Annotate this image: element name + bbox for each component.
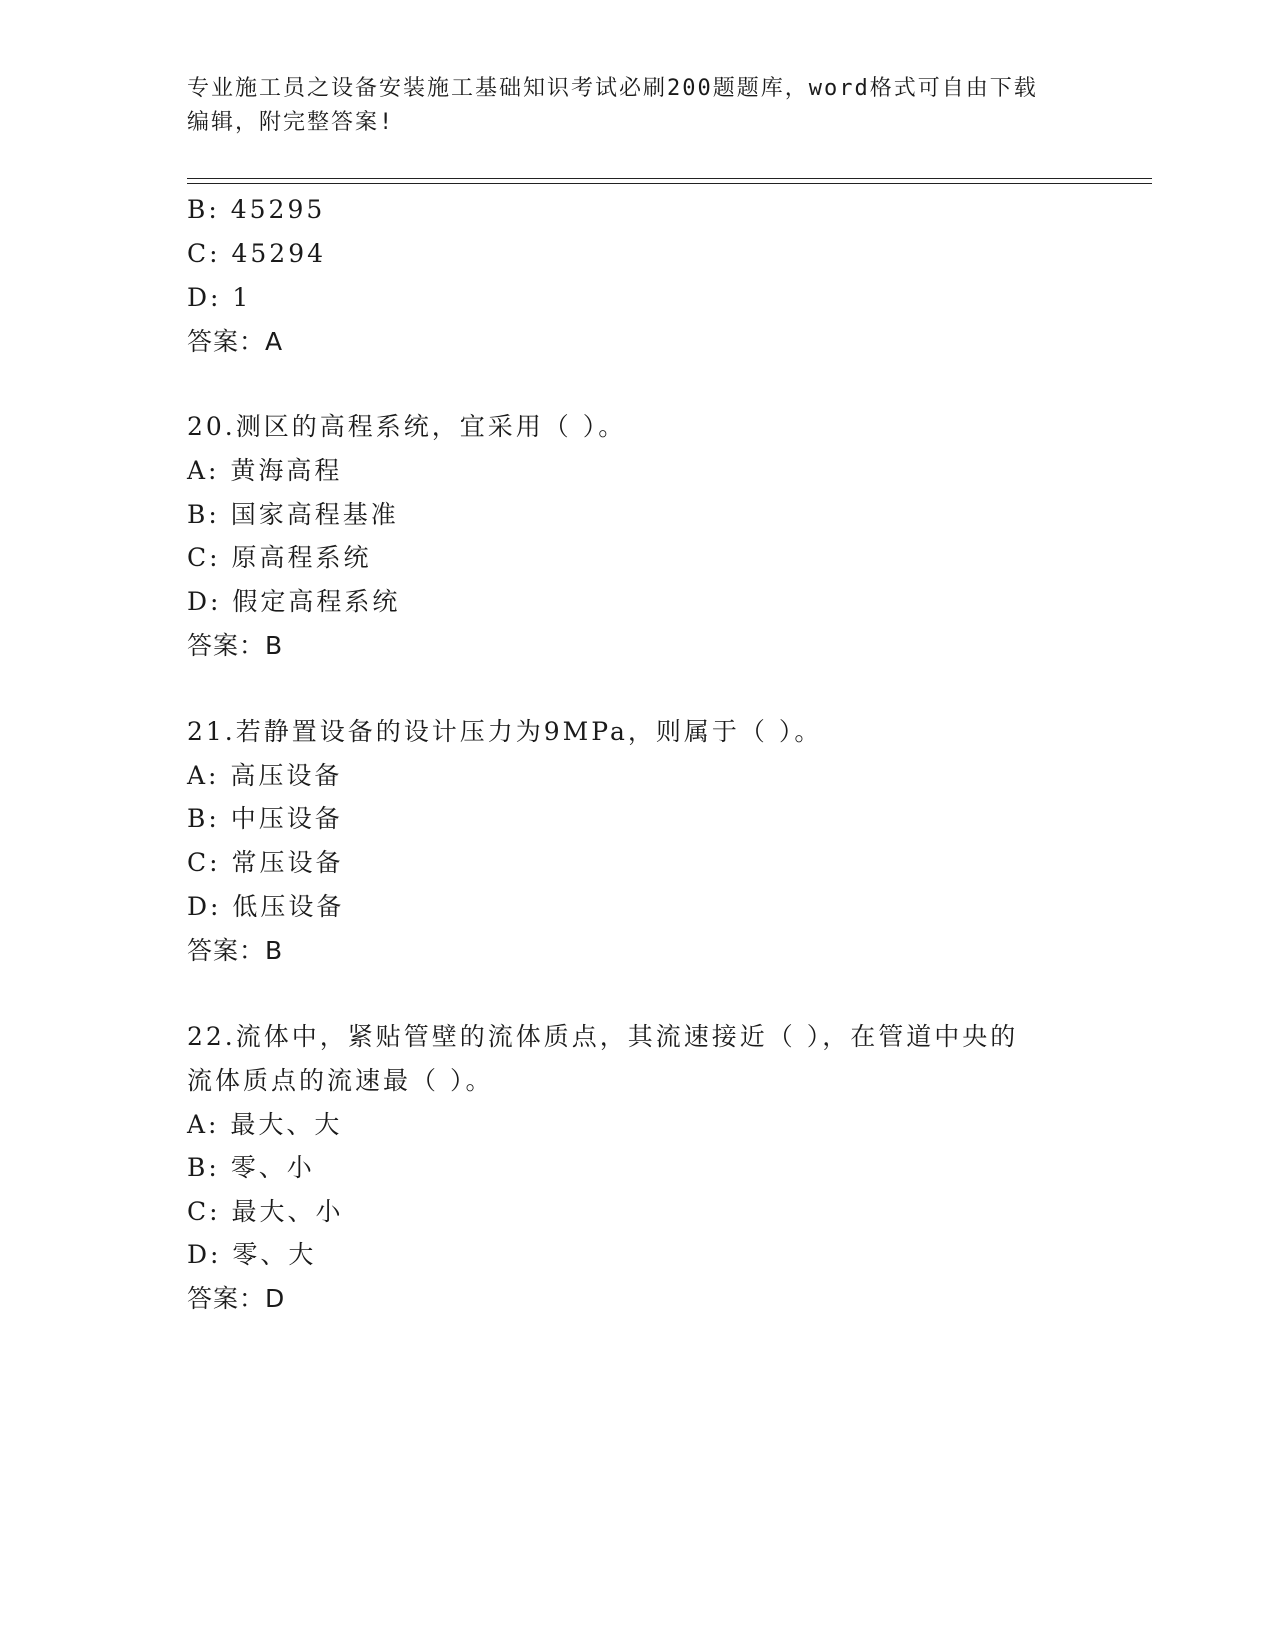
option-b: B: 零、小 [187, 1153, 315, 1182]
answer-line: 答案：D [187, 1284, 286, 1313]
answer-line: 答案：B [187, 631, 284, 660]
question-stem: 20.测区的高程系统，宜采用（ ）。 [187, 412, 627, 441]
option-b: B: 45295 [187, 195, 326, 224]
header-title-line-1: 专业施工员之设备安装施工基础知识考试必刷200题题库，word格式可自由下载 [187, 76, 1038, 101]
header-title-line-2: 编辑，附完整答案! [187, 110, 395, 135]
option-a: A: 最大、大 [187, 1110, 343, 1139]
question-stem: 21.若静置设备的设计压力为9MPa，则属于（ ）。 [187, 717, 823, 746]
header-divider-top [187, 178, 1152, 179]
option-b: B: 国家高程基准 [187, 500, 399, 529]
answer-line: 答案：B [187, 936, 284, 965]
option-d: D: 假定高程系统 [187, 587, 401, 616]
option-a: A: 高压设备 [187, 761, 343, 790]
option-c: C: 最大、小 [187, 1197, 344, 1226]
option-d: D: 1 [187, 283, 252, 312]
header-divider-bottom [187, 183, 1152, 184]
option-d: D: 低压设备 [187, 892, 345, 921]
option-c: C: 45294 [187, 239, 327, 268]
question-stem-continued: 流体质点的流速最（ ）。 [187, 1066, 494, 1095]
option-c: C: 常压设备 [187, 848, 344, 877]
option-a: A: 黄海高程 [187, 456, 343, 485]
answer-line: 答案：A [187, 327, 284, 356]
option-b: B: 中压设备 [187, 804, 343, 833]
question-stem: 22.流体中，紧贴管壁的流体质点，其流速接近（ ），在管道中央的 [187, 1022, 1019, 1051]
option-d: D: 零、大 [187, 1240, 317, 1269]
option-c: C: 原高程系统 [187, 543, 372, 572]
page-header [187, 72, 1067, 140]
